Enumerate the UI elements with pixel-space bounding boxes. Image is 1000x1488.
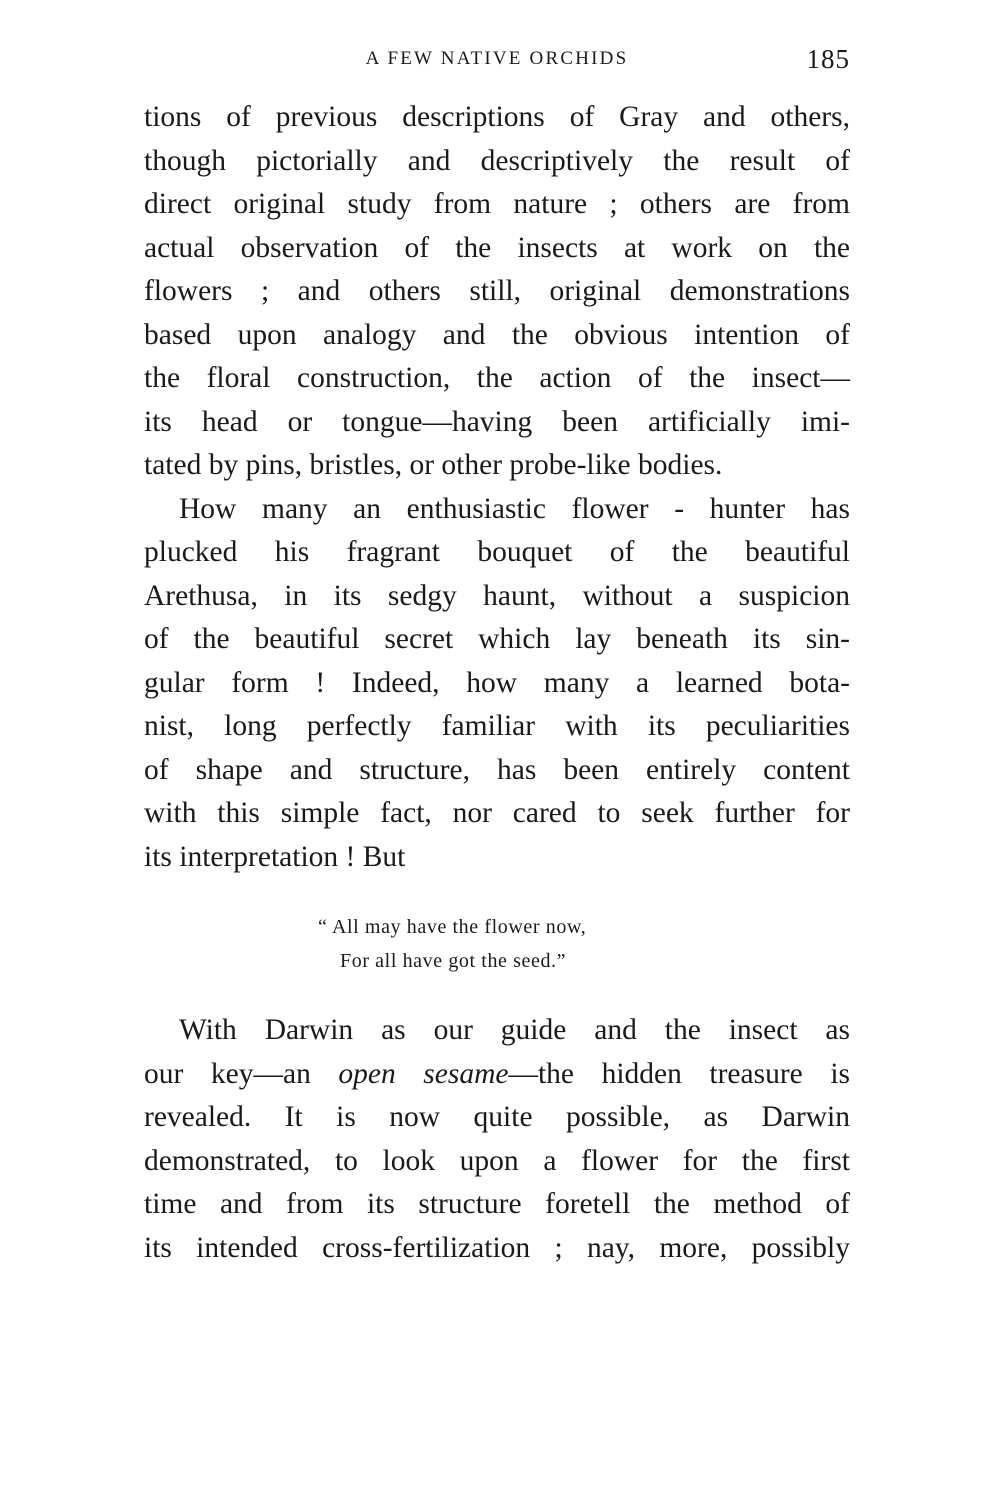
text-line: How many an enthusiastic flower - hunter has <box>179 492 850 525</box>
page-number: 185 <box>806 44 850 74</box>
text-line: with this simple fact, nor cared to seek further for <box>144 797 850 829</box>
text-line: flowers ; and others still, original demonstrations <box>144 275 850 307</box>
text-line: of shape and structure, has been entirely content <box>144 753 850 786</box>
running-title: A FEW NATIVE ORCHIDS <box>365 48 629 69</box>
text-line: direct original study from nature ; others are from <box>144 188 850 220</box>
paragraph-darwin <box>144 1009 850 1270</box>
text-line: demonstrated, to look upon a flower for the first <box>144 1144 850 1177</box>
verse-quotation <box>318 910 718 978</box>
italic-phrase: open sesame <box>338 1057 509 1090</box>
text-run: —the hidden treasure is <box>508 1057 851 1090</box>
text-line: tions of previous descriptions of Gray and others, <box>144 101 850 133</box>
text-line: actual observation of the insects at work on the <box>144 231 850 264</box>
paragraph-continued <box>144 96 850 488</box>
text-line: the floral construction, the action of the insect— <box>144 362 850 394</box>
text-line: Arethusa, in its sedgy haunt, without a suspicion <box>144 579 850 612</box>
text-line: its head or tongue—having been artificially imi- <box>144 405 850 438</box>
text-line: its interpretation ! But <box>144 840 406 873</box>
text-line-with-italic <box>144 1053 850 1097</box>
running-head <box>144 44 850 74</box>
main-text-block-continued <box>144 1009 850 1270</box>
main-text-block <box>144 96 850 879</box>
text-line: plucked his fragrant bouquet of the beautiful <box>144 536 850 568</box>
text-run: our key—an <box>144 1057 339 1090</box>
verse-line: For all have got the seed.” <box>340 950 567 972</box>
text-line: tated by pins, bristles, or other probe-like bodies. <box>144 449 723 481</box>
text-line: time and from its structure foretell the method of <box>144 1188 850 1220</box>
text-line: gular form ! Indeed, how many a learned bota- <box>144 666 850 699</box>
verse-line: “ All may have the flower now, <box>318 916 587 938</box>
text-line: based upon analogy and the obvious intention of <box>144 318 850 351</box>
text-line: revealed. It is now quite possible, as Darwin <box>144 1101 850 1133</box>
text-line: of the beautiful secret which lay beneath its sin- <box>144 623 850 655</box>
paragraph-arethusa <box>144 488 850 880</box>
text-line: though pictorially and descriptively the result of <box>144 144 850 177</box>
text-line: its intended cross-fertilization ; nay, more, possibly <box>144 1231 850 1264</box>
text-line: nist, long perfectly familiar with its peculiarities <box>144 710 850 742</box>
text-line: With Darwin as our guide and the insect as <box>179 1014 850 1046</box>
